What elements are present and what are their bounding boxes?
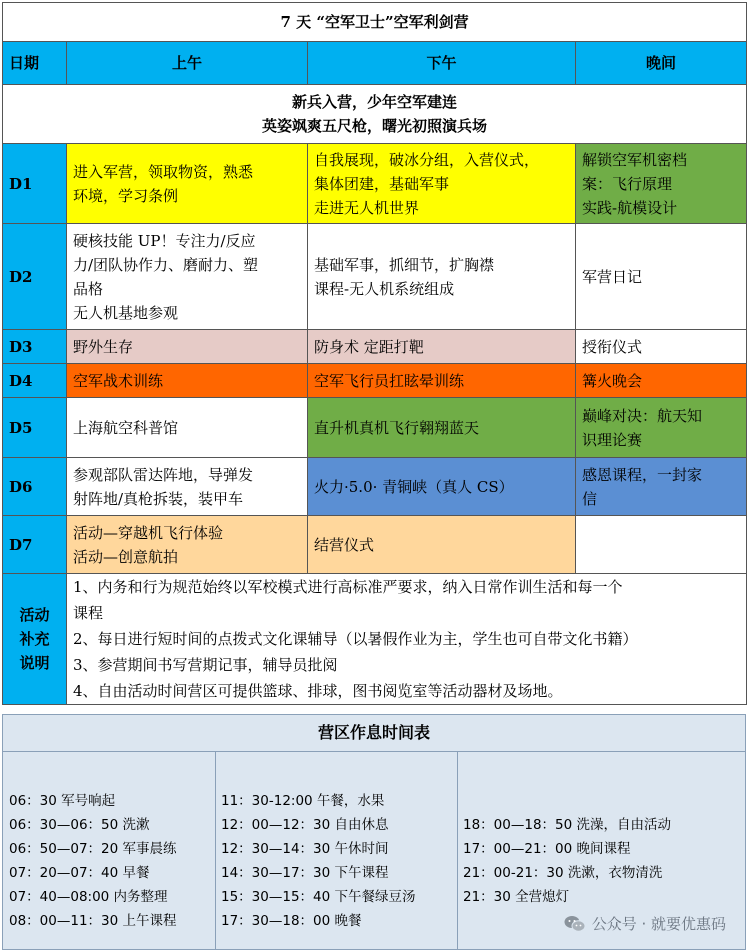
cell-line: 力/团队协作力、磨耐力、塑	[73, 255, 259, 274]
evening-cell	[576, 144, 747, 224]
evening-cell	[576, 364, 747, 398]
notes-label-line: 补充	[19, 630, 50, 648]
header-morning: 上午	[67, 42, 308, 85]
cell-line: 品格	[73, 279, 104, 298]
table-row	[3, 516, 747, 574]
header-evening: 晚间	[576, 42, 747, 85]
table-row	[3, 144, 747, 224]
rest-item: 11：30-12:00 午餐，水果	[221, 793, 385, 809]
rest-item: 06：30 军号响起	[9, 793, 116, 809]
afternoon-cell	[308, 364, 576, 398]
cell-line: 空军战术训练	[73, 371, 164, 390]
morning-cell	[67, 144, 308, 224]
rest-column-1	[3, 751, 216, 949]
rest-item: 12：00—12：30 自由休息	[221, 817, 389, 833]
day-label: D6	[3, 458, 67, 516]
cell-line: 火力·5.0· 青铜峡（真人 CS）	[314, 477, 514, 496]
rest-column-2	[215, 751, 458, 949]
evening-cell	[576, 224, 747, 330]
banner-line-1: 新兵入营，少年空军建连	[292, 93, 458, 111]
cell-line: 无人机基地参观	[73, 303, 179, 322]
header-row	[3, 42, 747, 85]
notes-label-line: 说明	[19, 654, 50, 672]
cell-line: 实践-航模设计	[582, 198, 678, 217]
watermark-text: 公众号 · 就要优惠码	[591, 915, 726, 933]
schedule-table	[2, 2, 747, 705]
cell-line: 结营仪式	[314, 535, 375, 554]
evening-cell	[576, 516, 747, 574]
day-label: D5	[3, 398, 67, 458]
cell-line: 直升机真机飞行翱翔蓝天	[314, 418, 480, 437]
note-line: 4、自由活动时间营区可提供篮球、排球，图书阅览室等活动器材及场地。	[73, 682, 563, 700]
page-title: 7 天 “空军卫士”空军利剑营	[3, 3, 747, 42]
cell-line: 信	[582, 489, 598, 508]
note-line: 课程	[73, 604, 104, 622]
wechat-icon	[564, 915, 586, 933]
rest-item: 17：30—18：00 晚餐	[221, 913, 362, 929]
morning-cell	[67, 458, 308, 516]
evening-cell	[576, 398, 747, 458]
rest-item: 07：40—08:00 内务整理	[9, 889, 168, 905]
notes-body	[67, 574, 747, 705]
cell-line: 集体团建，基础军事	[314, 174, 450, 193]
morning-cell	[67, 516, 308, 574]
rest-item: 21：00-21：30 洗漱，衣物清洗	[463, 865, 663, 881]
cell-line: 活动—创意航拍	[73, 547, 179, 566]
note-line: 2、每日进行短时间的点拨式文化课辅导（以暑假作业为主，学生也可自带文化书籍）	[73, 630, 638, 648]
cell-line: 课程-无人机系统组成	[314, 279, 455, 298]
header-afternoon: 下午	[308, 42, 576, 85]
day-label: D3	[3, 330, 67, 364]
cell-line: 识理论赛	[582, 430, 643, 449]
watermark	[564, 913, 726, 934]
cell-line: 授衔仪式	[582, 337, 643, 356]
rest-item: 12：30—14：30 午休时间	[221, 841, 389, 857]
cell-line: 军营日记	[582, 267, 643, 286]
rest-item: 06：50—07：20 军事晨练	[9, 841, 177, 857]
evening-cell	[576, 458, 747, 516]
morning-cell	[67, 330, 308, 364]
afternoon-cell	[308, 330, 576, 364]
cell-line: 环境，学习条例	[73, 186, 179, 205]
table-row	[3, 224, 747, 330]
afternoon-cell	[308, 224, 576, 330]
cell-line: 防身术 定距打靶	[314, 337, 424, 356]
morning-cell	[67, 224, 308, 330]
notes-label	[3, 574, 67, 705]
rest-item: 14：30—17：30 下午课程	[221, 865, 389, 881]
note-line: 1、内务和行为规范始终以军校模式进行高标准严要求，纳入日常作训生活和每一个	[73, 578, 623, 596]
table-row	[3, 398, 747, 458]
cell-line: 基础军事，抓细节，扩胸襟	[314, 255, 495, 274]
day-label: D4	[3, 364, 67, 398]
rest-item: 18：00—18：50 洗澡，自由活动	[463, 817, 672, 833]
rest-item: 06：30—06：50 洗漱	[9, 817, 150, 833]
cell-line: 活动—穿越机飞行体验	[73, 523, 224, 542]
afternoon-cell	[308, 398, 576, 458]
cell-line: 野外生存	[73, 337, 134, 356]
cell-line: 自我展现，破冰分组，入营仪式，	[314, 150, 540, 169]
cell-line: 进入军营，领取物资，熟悉	[73, 162, 254, 181]
day-label: D7	[3, 516, 67, 574]
cell-line: 篝火晚会	[582, 371, 643, 390]
table-row	[3, 330, 747, 364]
notes-label-line: 活动	[19, 606, 50, 624]
rest-item: 21：30 全营熄灯	[463, 889, 570, 905]
cell-line: 解锁空军机密档	[582, 150, 688, 169]
schedule-sheet	[2, 2, 746, 705]
banner-line-2: 英姿飒爽五尺枪，曙光初照演兵场	[262, 117, 488, 135]
note-line: 3、参营期间书写营期记事，辅导员批阅	[73, 656, 338, 674]
cell-line: 参观部队雷达阵地，导弹发	[73, 465, 254, 484]
rest-item: 08：00—11：30 上午课程	[9, 913, 177, 929]
day-label: D2	[3, 224, 67, 330]
cell-line: 感恩课程，一封家	[582, 465, 703, 484]
cell-line: 上海航空科普馆	[73, 418, 179, 437]
evening-cell	[576, 330, 747, 364]
table-row	[3, 458, 747, 516]
rest-schedule-title: 营区作息时间表	[3, 715, 745, 752]
cell-line: 硬核技能 UP！专注力/反应	[73, 231, 256, 250]
morning-cell	[67, 364, 308, 398]
rest-item: 15：30—15：40 下午餐绿豆汤	[221, 889, 416, 905]
afternoon-cell	[308, 458, 576, 516]
notes-row	[3, 574, 747, 705]
cell-line: 走进无人机世界	[314, 198, 420, 217]
banner	[3, 85, 747, 144]
cell-line: 巅峰对决：航天知	[582, 406, 703, 425]
header-date: 日期	[3, 42, 67, 85]
rest-item: 07：20—07：40 早餐	[9, 865, 150, 881]
day-label: D1	[3, 144, 67, 224]
afternoon-cell	[308, 144, 576, 224]
table-row	[3, 364, 747, 398]
cell-line: 案：飞行原理	[582, 174, 673, 193]
rest-item: 17：00—21：00 晚间课程	[463, 841, 631, 857]
cell-line: 空军飞行员扛眩晕训练	[314, 371, 465, 390]
morning-cell	[67, 398, 308, 458]
afternoon-cell	[308, 516, 576, 574]
cell-line: 射阵地/真枪拆装，装甲车	[73, 489, 244, 508]
